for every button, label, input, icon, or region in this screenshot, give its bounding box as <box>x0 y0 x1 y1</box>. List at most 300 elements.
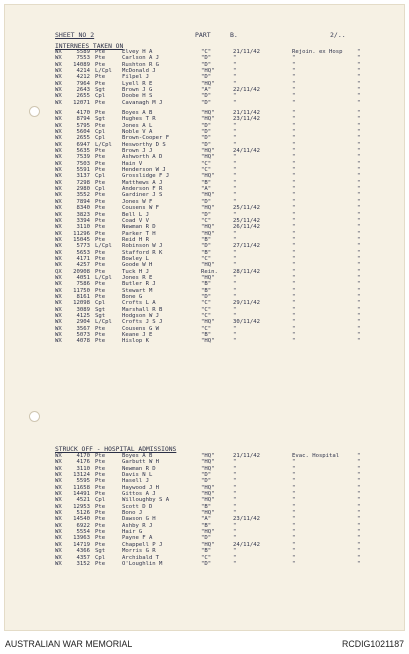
remarks-cell: " <box>292 186 296 193</box>
company-cell: "D" <box>201 198 212 205</box>
date-cell: " <box>233 560 237 567</box>
name-cell: Dawson G H <box>122 516 156 523</box>
name-cell: Hain V <box>122 160 143 167</box>
service-number-cell: 7553 <box>76 55 90 62</box>
date-cell: " <box>233 93 237 100</box>
date-cell: " <box>233 535 237 542</box>
date-cell: " <box>233 484 237 491</box>
company-cell: "HQ" <box>201 319 215 326</box>
ditto-mark: " <box>357 61 361 68</box>
ditto-mark: " <box>357 122 361 129</box>
rank-cell: Pte <box>95 224 106 231</box>
company-cell: "HQ" <box>201 459 215 466</box>
remarks-cell: " <box>292 217 296 224</box>
service-number-cell: 12071 <box>73 99 90 106</box>
unit-cell: WX <box>55 211 62 218</box>
name-cell: Bone G <box>122 293 143 300</box>
unit-cell: WX <box>55 453 62 459</box>
ditto-mark: " <box>357 68 361 75</box>
unit-cell: WX <box>55 503 62 510</box>
service-number-cell: 4170 <box>76 110 90 116</box>
company-cell: "B" <box>201 249 212 256</box>
rank-cell: Pte <box>95 491 106 498</box>
service-number-cell: 7894 <box>76 198 90 205</box>
remarks-cell: " <box>292 535 296 542</box>
ditto-mark: " <box>357 548 361 555</box>
unit-cell: WX <box>55 141 62 148</box>
date-cell: " <box>233 274 237 281</box>
name-cell: Hair G <box>122 529 143 536</box>
date-cell: " <box>233 173 237 180</box>
name-cell: Boyes A B <box>122 110 153 116</box>
rank-cell: L/Cpl <box>95 68 112 75</box>
company-cell: "C" <box>201 255 212 262</box>
company-cell: "HQ" <box>201 491 215 498</box>
company-cell: "HQ" <box>201 80 215 87</box>
rank-cell: Pte <box>95 80 106 87</box>
rank-cell: Sgt <box>95 306 106 313</box>
company-cell: "HQ" <box>201 541 215 548</box>
date-cell: " <box>233 198 237 205</box>
ditto-mark: " <box>357 535 361 542</box>
remarks-cell: " <box>292 148 296 155</box>
name-cell: Payne F A <box>122 535 153 542</box>
company-cell: "B" <box>201 332 212 339</box>
rank-cell: Pte <box>95 55 106 62</box>
rank-cell: Pte <box>95 459 106 466</box>
rank-cell: Pte <box>95 268 106 275</box>
rank-cell: Pte <box>95 484 106 491</box>
rank-cell: Pte <box>95 262 106 269</box>
name-cell: Jones W F <box>122 198 153 205</box>
ditto-mark: " <box>357 93 361 100</box>
unit-cell: WX <box>55 293 62 300</box>
service-number-cell: 2904 <box>76 319 90 326</box>
remarks-cell: " <box>292 211 296 218</box>
unit-cell: WX <box>55 491 62 498</box>
service-number-cell: 3137 <box>76 173 90 180</box>
name-cell: Haywood J H <box>122 484 160 491</box>
ditto-mark: " <box>357 255 361 262</box>
unit-cell: WX <box>55 61 62 68</box>
unit-cell: WX <box>55 478 62 485</box>
rank-cell: Pte <box>95 154 106 161</box>
company-cell: "HQ" <box>201 497 215 504</box>
punch-hole <box>29 106 40 117</box>
name-cell: Hasell J <box>122 478 149 485</box>
ditto-mark: " <box>357 154 361 161</box>
service-number-cell: 4171 <box>76 255 90 262</box>
ditto-mark: " <box>357 262 361 269</box>
name-cell: Bowley L <box>122 255 149 262</box>
unit-cell: WX <box>55 554 62 561</box>
section-title: INTERNEES TAKEN ON <box>55 43 124 50</box>
date-cell: " <box>233 554 237 561</box>
ditto-mark: " <box>357 80 361 87</box>
company-cell: "HQ" <box>201 173 215 180</box>
remarks-cell: " <box>292 560 296 567</box>
rank-cell: Pte <box>95 160 106 167</box>
document-sheet <box>5 5 404 630</box>
ditto-mark: " <box>357 55 361 62</box>
rank-cell: Sgt <box>95 313 106 319</box>
date-cell: 30/11/42 <box>233 319 260 326</box>
remarks-cell: " <box>292 74 296 81</box>
sheet-number: SHEET NO 2 <box>55 31 95 39</box>
remarks-cell: " <box>292 198 296 205</box>
ditto-mark: " <box>357 459 361 466</box>
rank-cell: Pte <box>95 332 106 339</box>
rank-cell: Pte <box>95 522 106 529</box>
unit-cell: WX <box>55 49 62 55</box>
remarks-cell: " <box>292 274 296 281</box>
ditto-mark: " <box>357 300 361 307</box>
date-cell: " <box>233 154 237 161</box>
company-cell: "C" <box>201 300 212 307</box>
section-rows <box>55 110 398 345</box>
rank-cell: Pte <box>95 236 106 243</box>
rank-cell: Pte <box>95 325 106 332</box>
company-cell: "HQ" <box>201 154 215 161</box>
remarks-cell: " <box>292 313 296 319</box>
service-number-cell: 8340 <box>76 205 90 212</box>
name-cell: Carlson A J <box>122 55 160 62</box>
ditto-mark: " <box>357 49 361 55</box>
rank-cell: Pte <box>95 217 106 224</box>
remarks-cell: " <box>292 503 296 510</box>
ditto-mark: " <box>357 338 361 345</box>
date-cell: 23/11/42 <box>233 116 260 123</box>
remarks-cell: " <box>292 167 296 174</box>
unit-cell: WX <box>55 306 62 313</box>
name-cell: Bono J <box>122 510 143 517</box>
ditto-mark: " <box>357 497 361 504</box>
service-number-cell: 4051 <box>76 274 90 281</box>
service-number-cell: 12098 <box>73 300 90 307</box>
ditto-mark: " <box>357 135 361 142</box>
rank-cell: Sgt <box>95 548 106 555</box>
rank-cell: Pte <box>95 110 106 116</box>
company-cell: "D" <box>201 129 212 136</box>
unit-cell: WX <box>55 87 62 94</box>
company-cell: "D" <box>201 55 212 62</box>
service-number-cell: 3110 <box>76 465 90 472</box>
ditto-mark: " <box>357 110 361 116</box>
rank-cell: Pte <box>95 167 106 174</box>
rank-cell: Pte <box>95 472 106 479</box>
archive-footer <box>0 631 409 654</box>
remarks-cell: " <box>292 541 296 548</box>
company-cell: "D" <box>201 243 212 250</box>
company-cell: "D" <box>201 135 212 142</box>
remarks-cell: " <box>292 80 296 87</box>
unit-cell: WX <box>55 122 62 129</box>
service-number-cell: 7586 <box>76 281 90 288</box>
company-cell: "HQ" <box>201 205 215 212</box>
rank-cell: Cpl <box>95 129 106 136</box>
rank-cell: Pte <box>95 281 106 288</box>
remarks-cell: " <box>292 510 296 517</box>
service-number-cell: 4078 <box>76 338 90 345</box>
ditto-mark: " <box>357 198 361 205</box>
unit-cell: WX <box>55 80 62 87</box>
page-mark: 2/.. <box>330 31 346 39</box>
remarks-cell: " <box>292 516 296 523</box>
remarks-cell: " <box>292 129 296 136</box>
company-cell: "HQ" <box>201 510 215 517</box>
company-cell: "B" <box>201 548 212 555</box>
ditto-mark: " <box>357 541 361 548</box>
rank-cell: Pte <box>95 510 106 517</box>
ditto-mark: " <box>357 129 361 136</box>
remarks-cell: " <box>292 173 296 180</box>
date-cell: " <box>233 236 237 243</box>
company-cell: "B" <box>201 281 212 288</box>
remarks-cell: Evac. Hospital <box>292 453 340 459</box>
rank-cell: Sgt <box>95 87 106 94</box>
company-cell: "B" <box>201 503 212 510</box>
date-cell: " <box>233 459 237 466</box>
name-cell: Jones R E <box>122 274 153 281</box>
unit-cell: WX <box>55 338 62 345</box>
remarks-cell: " <box>292 459 296 466</box>
service-number-cell: 3567 <box>76 325 90 332</box>
name-cell: Willoughby S A <box>122 497 170 504</box>
company-cell: "B" <box>201 236 212 243</box>
name-cell: Stafford R K <box>122 249 163 256</box>
date-cell: 24/11/42 <box>233 541 260 548</box>
section-rows <box>55 49 398 106</box>
service-number-cell: 3110 <box>76 224 90 231</box>
name-cell: Stewart M <box>122 287 153 294</box>
name-cell: Butler R J <box>122 281 156 288</box>
name-cell: Boyes A B <box>122 453 153 459</box>
date-cell: " <box>233 230 237 237</box>
ditto-mark: " <box>357 211 361 218</box>
service-number-cell: 13963 <box>73 535 90 542</box>
date-cell: " <box>233 167 237 174</box>
company-cell: "D" <box>201 293 212 300</box>
service-number-cell: 5073 <box>76 332 90 339</box>
name-cell: Hodgson W J <box>122 313 160 319</box>
rank-cell: Pte <box>95 287 106 294</box>
date-cell: " <box>233 510 237 517</box>
company-cell: "C" <box>201 160 212 167</box>
name-cell: Coad V V <box>122 217 149 224</box>
service-number-cell: 20908 <box>73 268 90 275</box>
service-number-cell: 13124 <box>73 472 90 479</box>
service-number-cell: 3089 <box>76 306 90 313</box>
remarks-cell: " <box>292 141 296 148</box>
remarks-cell: " <box>292 135 296 142</box>
remarks-cell: " <box>292 472 296 479</box>
ditto-mark: " <box>357 472 361 479</box>
date-cell: " <box>233 281 237 288</box>
service-number-cell: 14089 <box>73 61 90 68</box>
unit-cell: WX <box>55 135 62 142</box>
remarks-cell: " <box>292 281 296 288</box>
service-number-cell: 14719 <box>73 541 90 548</box>
name-cell: Chappell P J <box>122 541 163 548</box>
ditto-mark: " <box>357 217 361 224</box>
unit-cell: WX <box>55 198 62 205</box>
unit-cell: QX <box>55 268 62 275</box>
service-number-cell: 7964 <box>76 80 90 87</box>
date-cell: " <box>233 249 237 256</box>
unit-cell: WX <box>55 74 62 81</box>
unit-cell: WX <box>55 281 62 288</box>
service-number-cell: 5795 <box>76 122 90 129</box>
unit-cell: WX <box>55 274 62 281</box>
ditto-mark: " <box>357 87 361 94</box>
remarks-cell: " <box>292 293 296 300</box>
remarks-cell: " <box>292 236 296 243</box>
name-cell: O'Loughlin M <box>122 560 163 567</box>
company-cell: "HQ" <box>201 148 215 155</box>
service-number-cell: 4125 <box>76 313 90 319</box>
ditto-mark: " <box>357 332 361 339</box>
date-cell: " <box>233 287 237 294</box>
unit-cell: WX <box>55 173 62 180</box>
ditto-mark: " <box>357 319 361 326</box>
ditto-mark: " <box>357 249 361 256</box>
unit-cell: WX <box>55 55 62 62</box>
remarks-cell: " <box>292 529 296 536</box>
company-cell: Rein. <box>201 268 218 275</box>
date-cell: " <box>233 80 237 87</box>
date-cell: 28/11/42 <box>233 268 260 275</box>
service-number-cell: 6922 <box>76 522 90 529</box>
date-cell: " <box>233 548 237 555</box>
name-cell: Davis N L <box>122 472 153 479</box>
name-cell: Newman R D <box>122 224 156 231</box>
rank-cell: Sgt <box>95 116 106 123</box>
date-cell: " <box>233 325 237 332</box>
date-cell: " <box>233 141 237 148</box>
unit-cell: WX <box>55 535 62 542</box>
unit-cell: WX <box>55 522 62 529</box>
remarks-cell: " <box>292 497 296 504</box>
ditto-mark: " <box>357 287 361 294</box>
name-cell: Robinson W J <box>122 243 163 250</box>
unit-cell: WX <box>55 179 62 186</box>
remarks-cell: " <box>292 554 296 561</box>
unit-cell: WX <box>55 529 62 536</box>
service-number-cell: 5653 <box>76 249 90 256</box>
name-cell: Rushton R G <box>122 61 160 68</box>
date-cell: 21/11/42 <box>233 453 260 459</box>
ditto-mark: " <box>357 268 361 275</box>
ditto-mark: " <box>357 516 361 523</box>
remarks-cell: " <box>292 325 296 332</box>
date-cell: " <box>233 306 237 313</box>
rank-cell: Cpl <box>95 135 106 142</box>
date-cell: " <box>233 211 237 218</box>
date-cell: " <box>233 491 237 498</box>
rank-cell: Pte <box>95 560 106 567</box>
ditto-mark: " <box>357 510 361 517</box>
service-number-cell: 12953 <box>73 503 90 510</box>
service-number-cell: 4521 <box>76 497 90 504</box>
ditto-mark: " <box>357 529 361 536</box>
date-cell: " <box>233 122 237 129</box>
unit-cell: WX <box>55 548 62 555</box>
ditto-mark: " <box>357 230 361 237</box>
date-cell: 21/11/42 <box>233 49 260 55</box>
service-number-cell: 2655 <box>76 93 90 100</box>
company-cell: "HQ" <box>201 68 215 75</box>
unit-cell: WX <box>55 192 62 199</box>
remarks-cell: " <box>292 179 296 186</box>
ditto-mark: " <box>357 192 361 199</box>
service-number-cell: 7503 <box>76 160 90 167</box>
service-number-cell: 7539 <box>76 154 90 161</box>
name-cell: Reid H R <box>122 236 149 243</box>
company-cell: "B" <box>201 287 212 294</box>
table-row <box>55 561 398 567</box>
rank-cell: Pte <box>95 192 106 199</box>
unit-cell: WX <box>55 93 62 100</box>
date-cell: 27/11/42 <box>233 243 260 250</box>
unit-cell: WX <box>55 160 62 167</box>
service-number-cell: 3552 <box>76 192 90 199</box>
service-number-cell: 2643 <box>76 87 90 94</box>
name-cell: Cousens W F <box>122 205 160 212</box>
service-number-cell: 5591 <box>76 167 90 174</box>
ditto-mark: " <box>357 179 361 186</box>
part-value: B. <box>230 31 238 39</box>
name-cell: Garbutt W H <box>122 459 160 466</box>
date-cell: " <box>233 313 237 319</box>
company-cell: "HQ" <box>201 116 215 123</box>
unit-cell: WX <box>55 541 62 548</box>
ditto-mark: " <box>357 148 361 155</box>
rank-cell: Pte <box>95 249 106 256</box>
company-cell: "D" <box>201 93 212 100</box>
service-number-cell: 8794 <box>76 116 90 123</box>
date-cell: 22/11/42 <box>233 87 260 94</box>
rank-cell: Pte <box>95 535 106 542</box>
remarks-cell: " <box>292 478 296 485</box>
date-cell: " <box>233 293 237 300</box>
unit-cell: WX <box>55 459 62 466</box>
remarks-cell: " <box>292 154 296 161</box>
remarks-cell: " <box>292 93 296 100</box>
company-cell: "HQ" <box>201 453 215 459</box>
ditto-mark: " <box>357 484 361 491</box>
date-cell: " <box>233 179 237 186</box>
ditto-mark: " <box>357 173 361 180</box>
ditto-mark: " <box>357 205 361 212</box>
ditto-mark: " <box>357 281 361 288</box>
name-cell: Gardiner J S <box>122 192 163 199</box>
remarks-cell: " <box>292 268 296 275</box>
rank-cell: Cpl <box>95 173 106 180</box>
rank-cell: Cpl <box>95 497 106 504</box>
sheet-header <box>55 31 394 41</box>
service-number-cell: 3394 <box>76 217 90 224</box>
company-cell: "D" <box>201 535 212 542</box>
company-cell: "D" <box>201 478 212 485</box>
unit-cell: WX <box>55 224 62 231</box>
name-cell: Cousens G W <box>122 325 160 332</box>
rank-cell: Pte <box>95 453 106 459</box>
company-cell: "HQ" <box>201 192 215 199</box>
date-cell: " <box>233 99 237 106</box>
ditto-mark: " <box>357 243 361 250</box>
name-cell: Scott D D <box>122 503 153 510</box>
unit-cell: WX <box>55 217 62 224</box>
